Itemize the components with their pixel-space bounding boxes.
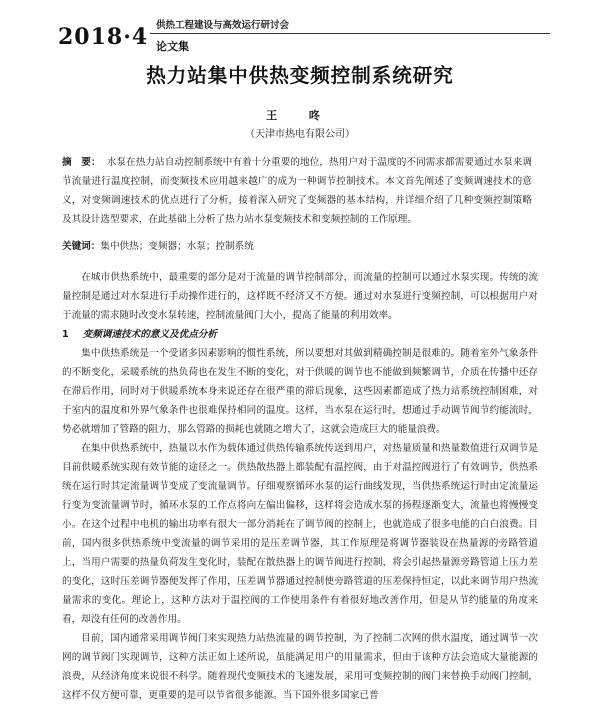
section-heading (62, 325, 538, 344)
keywords-text: 集中供热；变频器；水泵；控制系统 (100, 241, 254, 252)
paper-body (62, 268, 538, 705)
body-paragraph: 在城市供热系统中，最重要的部分是对于流量的调节控制部分，而流量的控制可以通过水泵实现。传统的流量控制是通过对水泵进行手动操作进行的，这样既不经济又不方便。通过对水泵进行变频控制，可以根据用户对于流量的需求随时改变水泵转速，控制流量阀门大小，提高了能量的利用效率。 (62, 272, 538, 321)
section-number: 1 (62, 329, 69, 340)
keywords (62, 237, 532, 256)
section-title: 变频调速技术的意义及优点分析 (82, 329, 217, 340)
column-name: 论文集 (156, 40, 189, 53)
paper-author: 王 咚 (266, 109, 334, 122)
issue-number: 2018·4 (58, 24, 149, 50)
author-affiliation: （天津市热电有限公司） (245, 129, 355, 140)
header-rule (150, 33, 550, 34)
abstract-text: 水泵在热力站自动控制系统中有着十分重要的地位，热用户对于温度的不同需求都需要通过水泵来调节流量进行温度控制，而变频技术应用越来越广的成为一种调节控制技术。本文首先阐述了变频调速技术的意义，对变频调速技术的优点进行了分析，接着深入研究了变频器的基本结构，并详细介绍了几种变频控制策略及其设计选型要求，在此基础上分析了热力站水泵变频技术和变频控制的工作原理。 (62, 157, 533, 225)
body-paragraph: 集中供热系统是一个受诸多因素影响的惯性系统，所以要想对其做到精确控制是很难的。随着室外气象条件的不断变化，采暖系统的热负荷也在发生不断的变化，对于供暖的调节也不能做到频繁调节，介质在传播中还存在滞后作用，同时对于供暖系统本身来说还存在很严重的滞后现象，这些因素都造成了热力站系统控制困难，对于室内的温度和外界气象条件也很难保持相同的温度。这样，当水泵在运行时，想通过手动调节阀节约能流时，势必就增加了管路的阻力，那么管路的损耗也就随之增大了，这就会造成巨大的能量浪费。 (62, 348, 538, 435)
abstract-label: 摘 要： (62, 157, 101, 168)
journal-name: 供热工程建设与高效运行研讨会 (156, 20, 290, 31)
body-paragraph: 在集中供热系统中，热量以水作为载体通过供热传输系统传送到用户，对热量质量和热量数值进行双调节是目前供暖系统实现有效节能的途径之一。供热散热器上都装配有温控阀，由于对温控阀进行了有效调节，供热系统在运行时其定流量调节变成了变流量调节。仔细观察循环水泵的运行曲线发现，当供热系统运行时由定流量运行变为变流量调节时，循环水泵的工作点将向左偏出偏移，这样将会造成水泵的扬程逐渐变大，流量也将慢慢变小。在这个过程中电机的输出功率有很大一部分消耗在了调节阀的控制上，也就造成了很多电能的白白浪费。目前，国内很多供热系统中变流量的调节采用的是压差调节器，其工作原理是将调节器装设在热量源的旁路管道上，当用户需要的热量负荷发生变化时，装配在散热器上的调节阀进行控制，将会引起热量源旁路管道上压力差的变化，这时压差调节器便发挥了作用，压差调节器通过控制使旁路管道的压差保持恒定，以此来调节用户热流量需求的变化。理论上，这种方法对于温控阀的工作使用条件有着很好地改善作用，但是从节约能量的角度来看，却没有任何的改善作用。 (62, 443, 538, 625)
body-paragraph: 目前，国内通常采用调节阀门来实现热力站热流量的调节控制，为了控制二次网的供水温度，通过调节一次网的调节阀门实现调节，这种方法正如上述所说，虽能满足用户的用量需求，但由于该种方法会造成大量能源的浪费，从经济角度来说很不科学。随着现代变频技术的飞速发展，采用可变频控制的阀门来替换手动阀门控制，这样不仅方便可靠，更重要的是可以节省很多能源。当下国外很多国家已普 (62, 633, 538, 701)
paper-title: 热力站集中供热变频控制系统研究 (146, 64, 454, 87)
abstract (62, 153, 532, 229)
keywords-label: 关键词： (62, 241, 101, 252)
page-header (0, 0, 600, 58)
